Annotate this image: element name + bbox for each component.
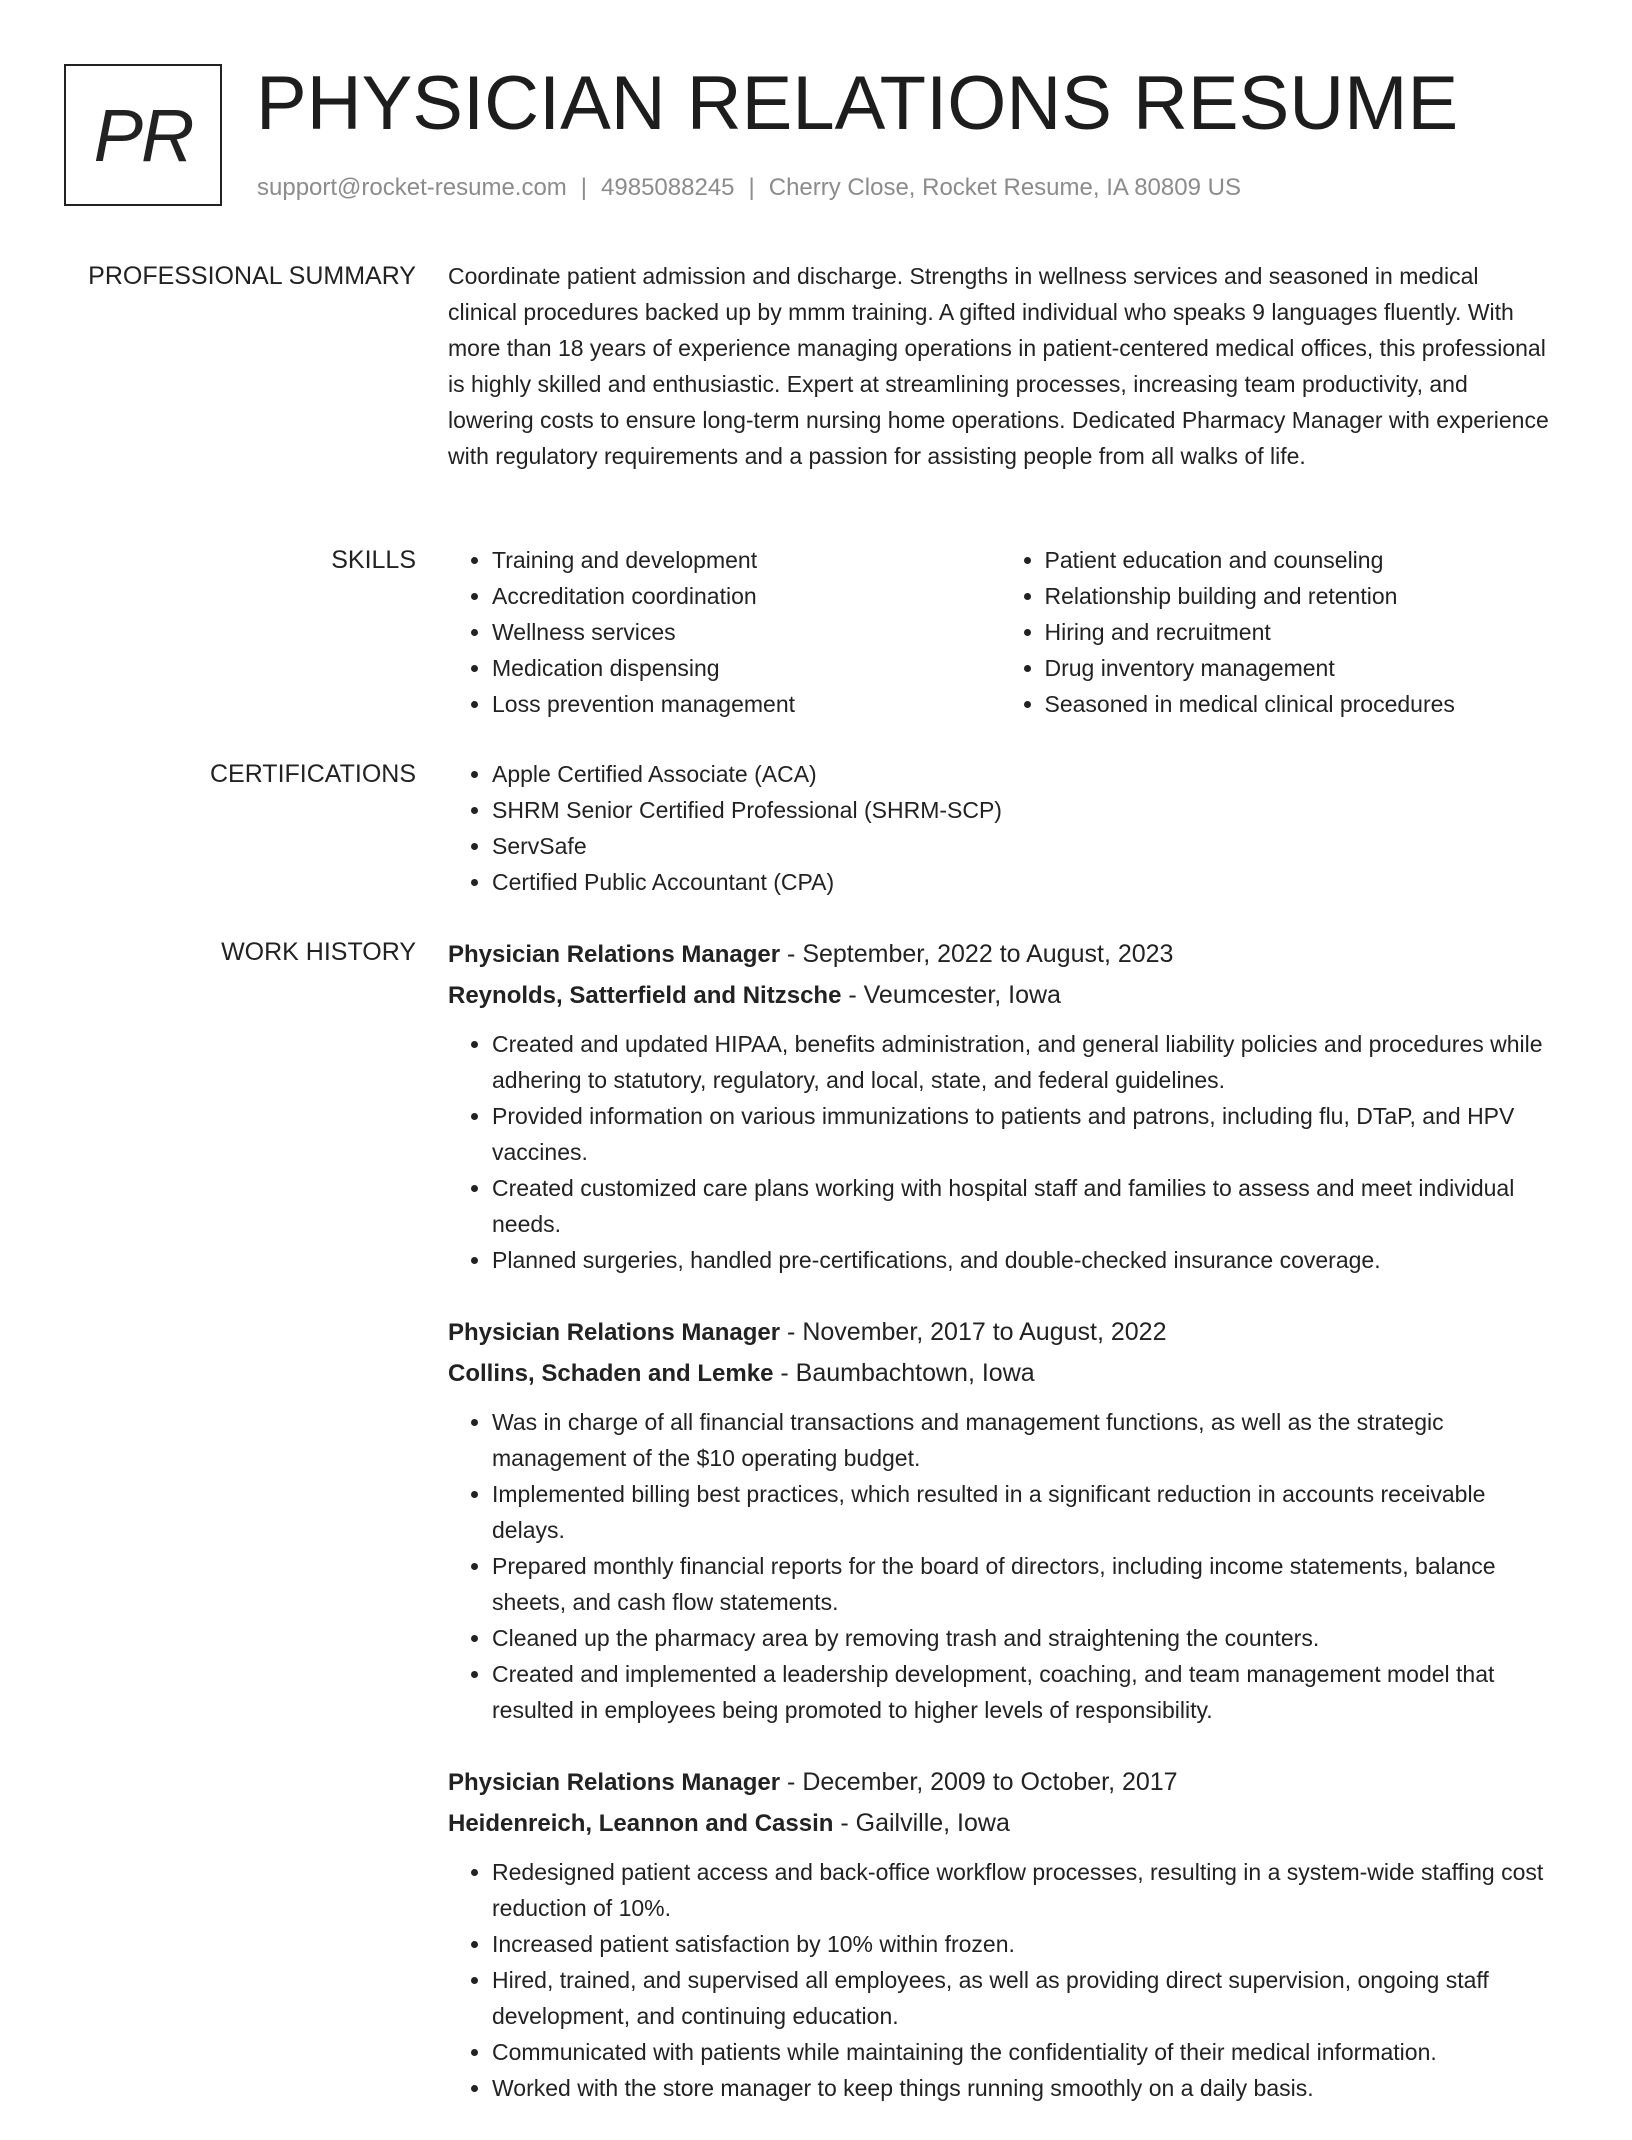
job-bullet: • Created and implemented a leadership development, coaching, and team management model that resulted in employees being promoted to higher levels of responsibility. [492,1656,1553,1728]
skill-item: • Drug inventory management [1045,650,1554,686]
job-location: - Gailville, Iowa [833,1809,1010,1837]
monogram-logo: PR [64,64,222,206]
job-bullet: • Redesigned patient access and back-office workflow processes, resulting in a system-wide staffing cost reduction of 10%. [492,1854,1553,1926]
certification-item: • ServSafe [492,828,1553,864]
certification-item: • SHRM Senior Certified Professional (SHRM-SCP) [492,792,1553,828]
job-bullet: • Worked with the store manager to keep things running smoothly on a daily basis. [492,2070,1553,2106]
contact-line [257,174,1241,202]
job-dates: - September, 2022 to August, 2023 [780,940,1174,968]
job-title-line [448,934,1553,975]
job-bullets [448,1404,1553,1728]
job-bullet: • Planned surgeries, handled pre-certifications, and double-checked insurance coverage. [492,1242,1553,1278]
job-title-line [448,1762,1553,1803]
job-company: Reynolds, Satterfield and Nitzsche [448,982,842,1009]
skill-item: • Medication dispensing [492,650,1001,686]
skills-list-right [1001,542,1554,722]
contact-separator: | [748,174,755,201]
job-bullets [448,1026,1553,1278]
section-label-summary: PROFESSIONAL SUMMARY [88,262,416,290]
job-company-line [448,975,1553,1016]
job-company: Heidenreich, Leannon and Cassin [448,1810,834,1837]
job-bullet: • Increased patient satisfaction by 10% within frozen. [492,1926,1553,1962]
job-title: Physician Relations Manager [448,1319,781,1346]
job-entry [448,1312,1553,1728]
resume-title: PHYSICIAN RELATIONS RESUME [256,61,1459,146]
job-entry [448,934,1553,1278]
work-history-body [448,934,1553,2140]
skills-list-left [448,542,1001,722]
certifications-body [448,756,1553,900]
job-bullet: • Communicated with patients while maintaining the confidentiality of their medical information. [492,2034,1553,2070]
summary-text: Coordinate patient admission and discharge. Strengths in wellness services and seasoned in medical clinical procedures backed up by mmm training. A gifted individual who speaks 9 languages fluently. With more than 18 years of experience managing operations in patient-centered medical offices, this professional is highly skilled and enthusiastic. Expert at streamlining processes, increasing team productivity, and lowering costs to ensure long-term nursing home operations. Dedicated Pharmacy Manager with experience with regulatory requirements and a passion for assisting people from all walks of life. [448,263,1549,469]
section-label-skills: SKILLS [331,546,416,574]
skill-item: • Training and development [492,542,1001,578]
section-label-certifications: CERTIFICATIONS [209,760,416,788]
job-company-line [448,1803,1553,1844]
section-label-work-history: WORK HISTORY [221,938,416,966]
job-bullet: • Created customized care plans working with hospital staff and families to assess and meet individual needs. [492,1170,1553,1242]
job-bullet: • Prepared monthly financial reports for the board of directors, including income statements, balance sheets, and cash flow statements. [492,1548,1553,1620]
job-company-line [448,1353,1553,1394]
skill-item: • Wellness services [492,614,1001,650]
job-title-line [448,1312,1553,1353]
job-bullet: • Was in charge of all financial transactions and management functions, as well as the strategic management of the $10 operating budget. [492,1404,1553,1476]
job-title: Physician Relations Manager [448,1769,781,1796]
job-bullet: • Hired, trained, and supervised all employees, as well as providing direct supervision, ongoing staff development, and continuing education. [492,1962,1553,2034]
certification-item: • Certified Public Accountant (CPA) [492,864,1553,900]
contact-separator: | [580,174,588,201]
job-company: Collins, Schaden and Lemke [448,1360,774,1387]
skill-item: • Seasoned in medical clinical procedures [1045,686,1554,722]
skill-item: • Accreditation coordination [492,578,1001,614]
skill-item: • Hiring and recruitment [1045,614,1554,650]
skill-item: • Relationship building and retention [1045,578,1554,614]
certification-item: • Apple Certified Associate (ACA) [492,756,1553,792]
contact-email: support@rocket-resume.com [257,174,567,201]
certifications-list [448,756,1553,900]
contact-phone: 4985088245 [601,174,735,201]
job-title: Physician Relations Manager [448,941,781,968]
skill-item: • Loss prevention management [492,686,1001,722]
job-dates: - November, 2017 to August, 2022 [780,1318,1167,1346]
contact-address: Cherry Close, Rocket Resume, IA 80809 US [768,174,1241,201]
job-bullet: • Cleaned up the pharmacy area by removing trash and straightening the counters. [492,1620,1553,1656]
job-bullets [448,1854,1553,2106]
job-bullet: • Created and updated HIPAA, benefits administration, and general liability policies and procedures while adhering to statutory, regulatory, and local, state, and federal guidelines. [492,1026,1553,1098]
job-location: - Veumcester, Iowa [841,981,1061,1009]
job-bullet: • Implemented billing best practices, which resulted in a significant reduction in accounts receivable delays. [492,1476,1553,1548]
skill-item: • Patient education and counseling [1045,542,1554,578]
job-bullet: • Provided information on various immunizations to patients and patrons, including flu, DTaP, and HPV vaccines. [492,1098,1553,1170]
job-dates: - December, 2009 to October, 2017 [780,1768,1178,1796]
job-location: - Baumbachtown, Iowa [773,1359,1035,1387]
skills-grid [448,542,1553,722]
job-entry [448,1762,1553,2106]
